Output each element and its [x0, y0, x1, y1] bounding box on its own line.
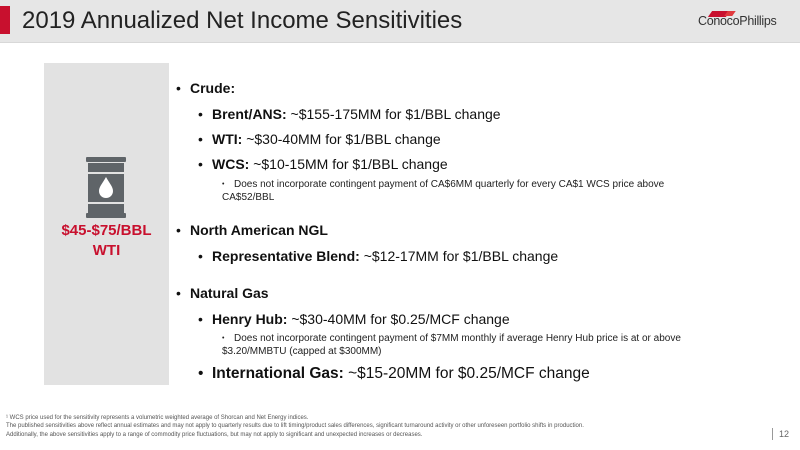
footnote-line: The published sensitivities above reflect annual estimates and may not apply to quarterly results due to lift timing/product sales differences, significant turnaround activity or other unforeseen portfolio shifts in production.: [6, 423, 584, 430]
page-number-divider: [772, 428, 773, 440]
list-item-international-gas: • International Gas: ~$15-20MM for $0.25/MCF change: [198, 365, 590, 382]
list-item-henry-hub: • Henry Hub: ~$30-40MM for $0.25/MCF change: [198, 311, 510, 327]
list-item-wti: • WTI: ~$30-40MM for $1/BBL change: [198, 131, 441, 147]
slide-footnotes: [6, 414, 746, 439]
list-item-representative-blend: • Representative Blend: ~$12-17MM for $1/BBL change: [198, 248, 559, 264]
wcs-footnote: • Does not incorporate contingent payment of CA$6MM quarterly for every CA$1 WCS price above CA$52/BBL: [222, 179, 665, 203]
company-logo: [688, 11, 788, 31]
footnote-line: ¹ WCS price used for the sensitivity represents a volumetric weighted average of Shorcan and Net Energy indices.: [6, 415, 309, 421]
oil-barrel-icon: [78, 155, 134, 221]
list-item-natural-gas: • Natural Gas: [176, 285, 269, 301]
wti-price-range: [44, 221, 169, 261]
slide-title: 2019 Annualized Net Income Sensitivities: [22, 7, 463, 34]
list-item-ngl: • North American NGL: [176, 222, 328, 238]
wti-price-range-value: $45-$75/BBL: [61, 222, 152, 239]
title-bar: [0, 0, 800, 43]
title-accent-bar: [0, 6, 10, 34]
footnote-line: Additionally, the above sensitivities apply to a range of commodity price fluctuations, but may not apply to significant and unexpected increases or decreases.: [6, 431, 423, 438]
price-range-panel: [44, 63, 169, 385]
page-number: 12: [779, 429, 790, 439]
logo-wordmark: ConocoPhillips: [698, 14, 777, 28]
henry-hub-footnote: • Does not incorporate contingent payment of $7MM monthly if average Henry Hub price is at or above $3.20/MMBTU (capped at $300MM): [222, 333, 681, 357]
list-item-brent: • Brent/ANS: ~$155-175MM for $1/BBL change: [198, 106, 501, 122]
wti-price-range-label: WTI: [92, 242, 121, 259]
list-item-wcs: • WCS: ~$10-15MM for $1/BBL change: [198, 156, 448, 172]
list-item-crude: • Crude:: [176, 80, 236, 96]
